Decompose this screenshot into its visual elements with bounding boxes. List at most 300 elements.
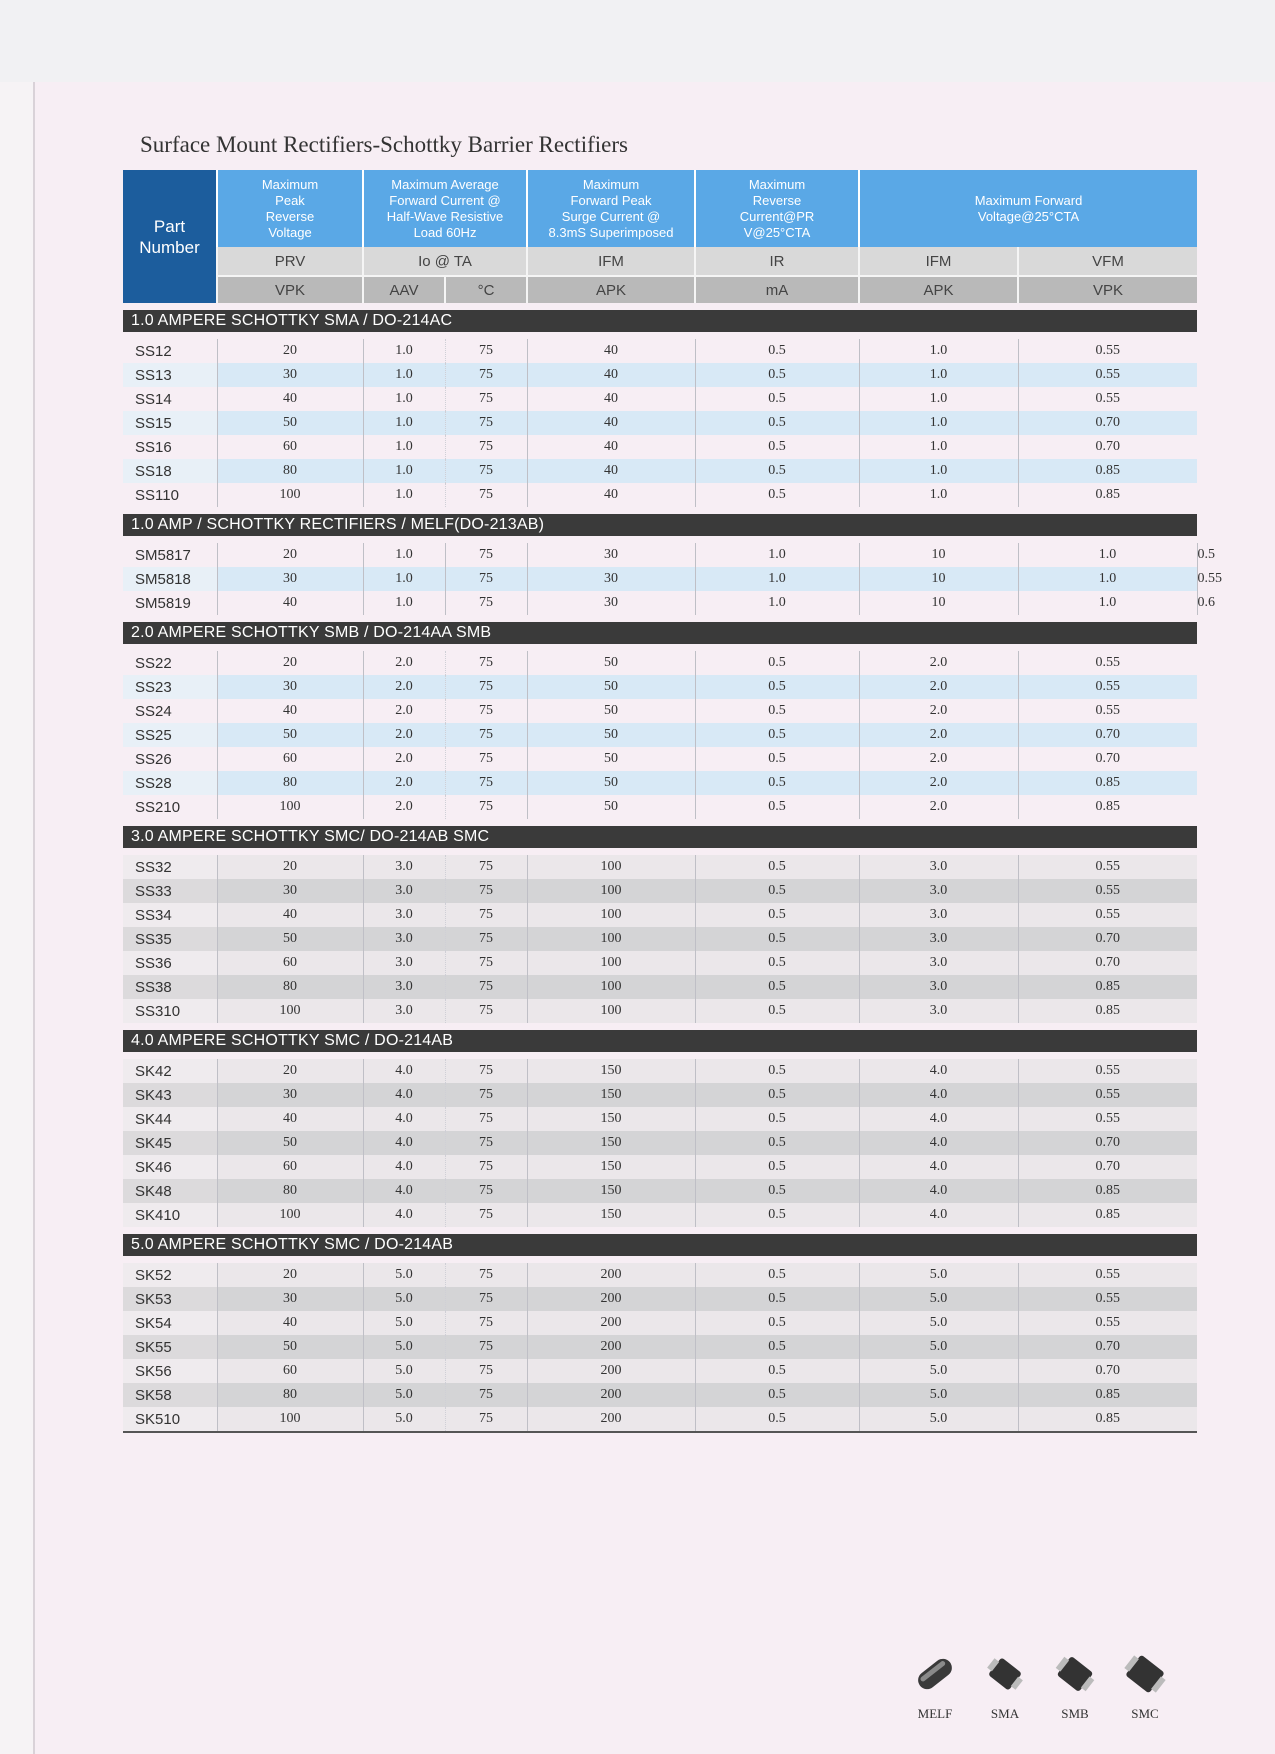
value-cell: 100: [527, 999, 695, 1023]
value-cell: 80: [217, 1179, 363, 1203]
value-cell: 0.55: [1018, 1083, 1197, 1107]
section-title: 4.0 AMPERE SCHOTTKY SMC / DO-214AB: [123, 1030, 1197, 1052]
package-label-sma: SMA: [990, 1706, 1020, 1721]
value-cell: 100: [217, 483, 363, 507]
table-row: [123, 1179, 1197, 1203]
value-cell: 50: [217, 723, 363, 747]
value-cell: 0.55: [1018, 1263, 1197, 1287]
value-cell: 75: [445, 771, 527, 795]
value-cell: 0.5: [695, 675, 859, 699]
package-legend: [900, 1650, 1200, 1730]
value-cell: 0.55: [1018, 675, 1197, 699]
value-cell: 5.0: [859, 1287, 1018, 1311]
section-spacer-cell: [123, 332, 1197, 339]
value-cell: 10: [859, 567, 1018, 591]
value-cell: 10: [859, 543, 1018, 567]
value-cell: 5.0: [363, 1359, 445, 1383]
value-cell: 0.85: [1018, 999, 1197, 1023]
value-cell: 0.5: [695, 795, 859, 819]
unit-vpk: VPK: [217, 276, 363, 303]
value-cell: 60: [217, 1359, 363, 1383]
value-cell: 0.55: [1018, 1287, 1197, 1311]
value-cell: 2.0: [859, 675, 1018, 699]
value-cell: 30: [527, 591, 695, 615]
table-row: [123, 339, 1197, 363]
value-cell: 75: [445, 387, 527, 411]
part-number-cell: SS32: [123, 855, 217, 879]
scan-top-margin: [0, 0, 1275, 82]
value-cell: 60: [217, 1155, 363, 1179]
section-spacer-cell: [123, 507, 1197, 514]
value-cell: 0.85: [1018, 1203, 1197, 1227]
value-cell: 2.0: [859, 699, 1018, 723]
value-cell: 0.5: [695, 651, 859, 675]
part-number-cell: SS38: [123, 975, 217, 999]
value-cell: 0.85: [1018, 459, 1197, 483]
value-cell: 0.5: [695, 1263, 859, 1287]
table-row: [123, 795, 1197, 819]
value-cell: 3.0: [363, 855, 445, 879]
table-row: [123, 675, 1197, 699]
part-number-cell: SS18: [123, 459, 217, 483]
value-cell: 200: [527, 1311, 695, 1335]
part-number-header-label: Part Number: [139, 216, 200, 257]
part-number-cell: SS22: [123, 651, 217, 675]
section-spacer: [123, 303, 1197, 310]
value-cell: 0.70: [1018, 1155, 1197, 1179]
value-cell: 4.0: [859, 1059, 1018, 1083]
section-spacer-cell: [123, 1023, 1197, 1030]
symbol-vfm: VFM: [1018, 247, 1197, 276]
value-cell: 75: [445, 1203, 527, 1227]
unit-apk-surge: APK: [527, 276, 695, 303]
value-cell: 0.5: [695, 1287, 859, 1311]
value-cell: 0.5: [695, 1083, 859, 1107]
value-cell: 100: [217, 1407, 363, 1431]
value-cell: 0.55: [1018, 699, 1197, 723]
value-cell: 80: [217, 459, 363, 483]
section-spacer: [123, 1227, 1197, 1234]
section-header: [123, 1234, 1197, 1256]
value-cell: 75: [445, 699, 527, 723]
value-cell: 150: [527, 1179, 695, 1203]
value-cell: 75: [445, 567, 527, 591]
table-row: [123, 1083, 1197, 1107]
value-cell: 75: [445, 459, 527, 483]
table-row: [123, 903, 1197, 927]
value-cell: 75: [445, 879, 527, 903]
table-row: [123, 1155, 1197, 1179]
value-cell: 200: [527, 1359, 695, 1383]
value-cell: 0.55: [1018, 1311, 1197, 1335]
value-cell: 0.85: [1018, 1383, 1197, 1407]
reverse-current-header: [695, 170, 859, 247]
spec-table-body: [123, 303, 1197, 1433]
part-number-cell: SS24: [123, 699, 217, 723]
value-cell: 50: [527, 795, 695, 819]
value-cell: 20: [217, 855, 363, 879]
value-cell: 50: [527, 651, 695, 675]
part-number-cell: SK56: [123, 1359, 217, 1383]
value-cell: 75: [445, 1083, 527, 1107]
section-title: 3.0 AMPERE SCHOTTKY SMC/ DO-214AB SMC: [123, 826, 1197, 848]
forward-voltage-label: Maximum Forward Voltage@25°CTA: [974, 192, 1083, 224]
table-row: [123, 483, 1197, 507]
part-number-cell: SM5817: [123, 543, 217, 567]
section-spacer: [123, 507, 1197, 514]
table-row: [123, 1287, 1197, 1311]
section-spacer-cell: [123, 536, 1197, 543]
value-cell: 0.70: [1018, 435, 1197, 459]
value-cell: 1.0: [695, 567, 859, 591]
part-number-cell: SS34: [123, 903, 217, 927]
value-cell: 1.0: [363, 459, 445, 483]
symbol-ifm: IFM: [859, 247, 1018, 276]
value-cell: 20: [217, 1059, 363, 1083]
value-cell: 0.5: [695, 951, 859, 975]
value-cell: 0.5: [695, 1311, 859, 1335]
value-cell: 2.0: [859, 795, 1018, 819]
table-row: [123, 951, 1197, 975]
value-cell: 3.0: [859, 975, 1018, 999]
part-number-cell: SK510: [123, 1407, 217, 1431]
value-cell: 50: [217, 1131, 363, 1155]
value-cell: 2.0: [363, 723, 445, 747]
value-cell: 3.0: [363, 927, 445, 951]
value-cell: 150: [527, 1083, 695, 1107]
value-cell: 2.0: [363, 795, 445, 819]
part-number-cell: SK45: [123, 1131, 217, 1155]
value-cell: 2.0: [859, 771, 1018, 795]
value-cell: 150: [527, 1107, 695, 1131]
value-cell: 0.85: [1018, 795, 1197, 819]
section-spacer: [123, 1052, 1197, 1059]
unit-vpk-forward: VPK: [1018, 276, 1197, 303]
value-cell: 1.0: [1018, 543, 1197, 567]
value-cell: 75: [445, 651, 527, 675]
value-cell: 4.0: [363, 1203, 445, 1227]
value-cell: 2.0: [859, 651, 1018, 675]
table-row: [123, 387, 1197, 411]
unit-ma: mA: [695, 276, 859, 303]
value-cell: 2.0: [363, 771, 445, 795]
value-cell: 100: [527, 951, 695, 975]
part-number-cell: SS13: [123, 363, 217, 387]
part-number-cell: SK43: [123, 1083, 217, 1107]
value-cell: 5.0: [363, 1311, 445, 1335]
value-cell: 50: [527, 771, 695, 795]
value-cell: 0.5: [695, 747, 859, 771]
value-cell: 4.0: [363, 1131, 445, 1155]
value-cell: 2.0: [363, 675, 445, 699]
value-cell: 0.70: [1018, 747, 1197, 771]
value-cell: 75: [445, 543, 527, 567]
value-cell: 30: [527, 543, 695, 567]
value-cell: 75: [445, 1359, 527, 1383]
part-number-cell: SS15: [123, 411, 217, 435]
part-number-cell: SK52: [123, 1263, 217, 1287]
value-cell: 1.0: [695, 543, 859, 567]
section-spacer: [123, 1256, 1197, 1263]
section-header: [123, 514, 1197, 536]
value-cell: 75: [445, 483, 527, 507]
value-cell: 75: [445, 747, 527, 771]
value-cell: 1.0: [363, 411, 445, 435]
package-melf: [900, 1650, 970, 1722]
value-cell: 20: [217, 1263, 363, 1287]
part-number-cell: SS210: [123, 795, 217, 819]
value-cell: 60: [217, 747, 363, 771]
peak-reverse-voltage-label: Maximum Peak Reverse Voltage: [261, 176, 319, 240]
value-cell: 0.5: [695, 975, 859, 999]
value-cell: 40: [217, 591, 363, 615]
value-cell: 150: [527, 1059, 695, 1083]
value-cell: 30: [217, 1083, 363, 1107]
value-cell: 0.70: [1018, 411, 1197, 435]
value-cell: 100: [217, 795, 363, 819]
value-cell: 40: [527, 339, 695, 363]
value-cell: 0.5: [695, 999, 859, 1023]
melf-package-icon: [908, 1650, 962, 1698]
value-cell: 75: [445, 1059, 527, 1083]
value-cell: 200: [527, 1287, 695, 1311]
symbol-ir: IR: [695, 247, 859, 276]
unit-aav: AAV: [363, 276, 445, 303]
value-cell: 5.0: [859, 1311, 1018, 1335]
table-row: [123, 1359, 1197, 1383]
value-cell: 1.0: [859, 483, 1018, 507]
value-cell: 100: [217, 999, 363, 1023]
value-cell: 0.85: [1018, 1179, 1197, 1203]
value-cell: 80: [217, 1383, 363, 1407]
value-cell: 0.5: [695, 699, 859, 723]
value-cell: 75: [445, 1311, 527, 1335]
section-spacer: [123, 1023, 1197, 1030]
value-cell: 75: [445, 1407, 527, 1431]
value-cell: 75: [445, 1287, 527, 1311]
table-row: [123, 1407, 1197, 1431]
peak-reverse-voltage-header: [217, 170, 363, 247]
unit-celsius: °C: [445, 276, 527, 303]
section-spacer-cell: [123, 644, 1197, 651]
value-cell: 75: [445, 723, 527, 747]
value-cell: 75: [445, 1131, 527, 1155]
value-cell: 75: [445, 339, 527, 363]
package-smc: [1110, 1650, 1180, 1722]
value-cell: 0.55: [1018, 1107, 1197, 1131]
value-cell: 60: [217, 951, 363, 975]
surge-current-header: [527, 170, 695, 247]
section-spacer-cell: [123, 1256, 1197, 1263]
table-row: [123, 879, 1197, 903]
value-cell: 0.5: [695, 723, 859, 747]
value-cell: 30: [217, 1287, 363, 1311]
value-cell: 0.55: [1018, 879, 1197, 903]
value-cell: 4.0: [859, 1083, 1018, 1107]
part-number-cell: SS12: [123, 339, 217, 363]
value-cell: 0.5: [695, 411, 859, 435]
part-number-cell: SM5819: [123, 591, 217, 615]
section-title: 1.0 AMPERE SCHOTTKY SMA / DO-214AC: [123, 310, 1197, 332]
value-cell: 200: [527, 1335, 695, 1359]
value-cell: 1.0: [859, 339, 1018, 363]
table-row: [123, 1059, 1197, 1083]
table-row: [123, 591, 1197, 615]
value-cell: 80: [217, 771, 363, 795]
table-bottom-rule: [123, 1431, 1197, 1433]
value-cell: 40: [527, 483, 695, 507]
value-cell: 3.0: [363, 951, 445, 975]
table-row: [123, 651, 1197, 675]
value-cell: 60: [217, 435, 363, 459]
part-number-cell: SS16: [123, 435, 217, 459]
forward-voltage-header: [859, 170, 1197, 247]
section-title: 5.0 AMPERE SCHOTTKY SMC / DO-214AB: [123, 1234, 1197, 1256]
table-row: [123, 1203, 1197, 1227]
section-spacer-cell: [123, 1227, 1197, 1234]
value-cell: 0.70: [1018, 927, 1197, 951]
table-row: [123, 567, 1197, 591]
sma-package-icon: [978, 1650, 1032, 1698]
value-cell: 2.0: [859, 747, 1018, 771]
section-title: 2.0 AMPERE SCHOTTKY SMB / DO-214AA SMB: [123, 622, 1197, 644]
table-row: [123, 699, 1197, 723]
value-cell: 75: [445, 1155, 527, 1179]
value-cell: 75: [445, 903, 527, 927]
section-spacer-cell: [123, 615, 1197, 622]
table-row: [123, 771, 1197, 795]
value-cell: 0.55: [1018, 855, 1197, 879]
table-row: [123, 855, 1197, 879]
unit-apk: APK: [859, 276, 1018, 303]
value-cell: 75: [445, 1383, 527, 1407]
value-cell: 0.5: [695, 483, 859, 507]
value-cell: 75: [445, 591, 527, 615]
value-cell: 75: [445, 975, 527, 999]
average-forward-current-header: [363, 170, 527, 247]
value-cell: 3.0: [363, 999, 445, 1023]
table-row: [123, 1383, 1197, 1407]
part-number-cell: SK54: [123, 1311, 217, 1335]
smb-package-icon: [1048, 1650, 1102, 1698]
value-cell: 50: [217, 1335, 363, 1359]
part-number-cell: SK55: [123, 1335, 217, 1359]
part-number-cell: SS33: [123, 879, 217, 903]
section-spacer-cell: [123, 303, 1197, 310]
value-cell: 10: [859, 591, 1018, 615]
section-spacer-cell: [123, 1052, 1197, 1059]
table-row: [123, 1311, 1197, 1335]
symbol-io-ta: Io @ TA: [363, 247, 527, 276]
table-row: [123, 435, 1197, 459]
value-cell: 1.0: [363, 567, 445, 591]
section-header: [123, 622, 1197, 644]
value-cell: 75: [445, 1263, 527, 1287]
value-cell: 0.5: [695, 879, 859, 903]
value-cell: 0.5: [695, 1131, 859, 1155]
value-cell: 0.5: [695, 1059, 859, 1083]
value-cell: 50: [217, 927, 363, 951]
package-label-smb: SMB: [1061, 1706, 1089, 1721]
value-cell: 0.85: [1018, 1407, 1197, 1431]
value-cell: 3.0: [363, 975, 445, 999]
value-cell: 30: [527, 567, 695, 591]
table-row: [123, 1107, 1197, 1131]
value-cell: 75: [445, 435, 527, 459]
value-cell: 75: [445, 855, 527, 879]
value-cell: 0.5: [695, 855, 859, 879]
value-cell: 0.5: [695, 1359, 859, 1383]
part-number-cell: SK42: [123, 1059, 217, 1083]
value-cell: 3.0: [859, 879, 1018, 903]
part-number-cell: SS14: [123, 387, 217, 411]
smc-package-icon: [1118, 1650, 1172, 1698]
value-cell: 100: [527, 975, 695, 999]
value-cell: 200: [527, 1263, 695, 1287]
value-cell: 1.0: [363, 363, 445, 387]
value-cell: 1.0: [363, 339, 445, 363]
part-number-cell: SK44: [123, 1107, 217, 1131]
value-cell: 40: [217, 1107, 363, 1131]
value-cell: 3.0: [859, 951, 1018, 975]
value-cell: 40: [527, 411, 695, 435]
table-row: [123, 411, 1197, 435]
table-row: [123, 723, 1197, 747]
value-cell: 0.5: [695, 387, 859, 411]
value-cell: 3.0: [859, 927, 1018, 951]
value-cell: 30: [217, 567, 363, 591]
value-cell: 3.0: [859, 903, 1018, 927]
section-spacer: [123, 848, 1197, 855]
part-number-cell: SS26: [123, 747, 217, 771]
value-cell: 2.0: [859, 723, 1018, 747]
value-cell: 100: [527, 879, 695, 903]
table-row: [123, 459, 1197, 483]
value-cell: 200: [527, 1383, 695, 1407]
value-cell: 150: [527, 1155, 695, 1179]
value-cell: 1.0: [859, 363, 1018, 387]
value-cell: 5.0: [859, 1335, 1018, 1359]
value-cell: 40: [217, 699, 363, 723]
value-cell: 30: [217, 363, 363, 387]
value-cell: 0.70: [1018, 723, 1197, 747]
value-cell: 40: [217, 903, 363, 927]
value-cell: 75: [445, 411, 527, 435]
part-number-cell: SS310: [123, 999, 217, 1023]
value-cell: 0.5: [695, 771, 859, 795]
value-cell: 4.0: [363, 1083, 445, 1107]
value-cell: 0.5: [695, 1407, 859, 1431]
value-cell: 0.5: [695, 927, 859, 951]
value-cell: 1.0: [1018, 591, 1197, 615]
package-label-melf: MELF: [917, 1706, 953, 1721]
value-cell: 100: [527, 927, 695, 951]
value-cell: 80: [217, 975, 363, 999]
value-cell: 200: [527, 1407, 695, 1431]
part-number-cell: SS35: [123, 927, 217, 951]
value-cell: 0.5: [695, 1335, 859, 1359]
value-cell: 0.85: [1018, 483, 1197, 507]
table-row: [123, 1263, 1197, 1287]
value-cell: 4.0: [363, 1179, 445, 1203]
part-number-cell: SS36: [123, 951, 217, 975]
value-cell: 0.55: [1018, 387, 1197, 411]
value-cell: 0.5: [695, 459, 859, 483]
value-cell: 2.0: [363, 747, 445, 771]
rectifier-spec-table: [123, 170, 1197, 1433]
value-cell: 50: [527, 723, 695, 747]
value-cell: 150: [527, 1131, 695, 1155]
